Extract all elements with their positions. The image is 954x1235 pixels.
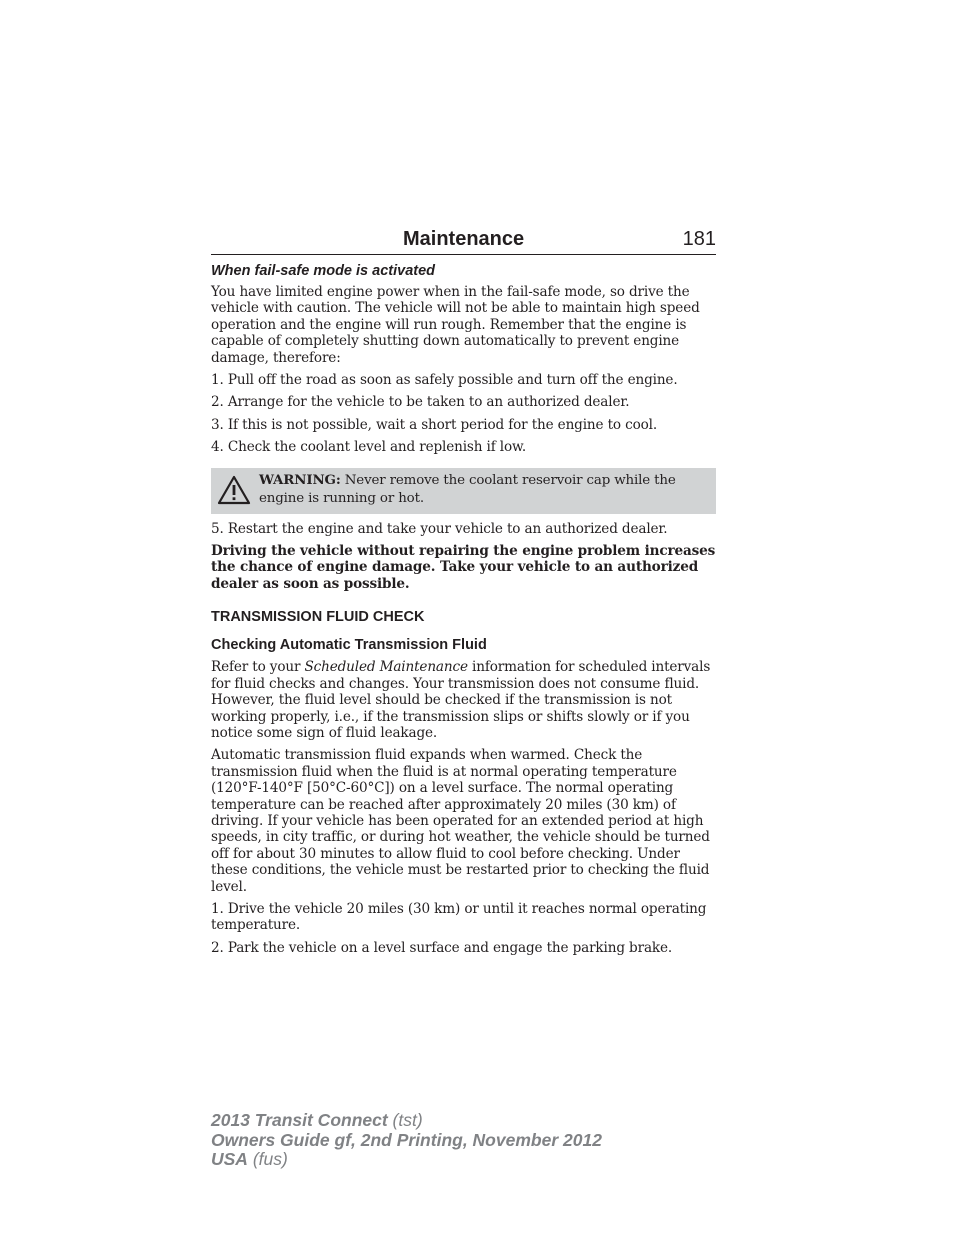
footer-line-1 — [211, 1111, 602, 1131]
transmission-heading: TRANSMISSION FLUID CHECK — [211, 609, 425, 626]
transmission-subheading: Checking Automatic Transmission Fluid — [211, 637, 487, 654]
failsafe-step-5: 5. Restart the engine and take your vehicle to an authorized dealer. — [211, 520, 668, 537]
scheduled-maintenance-ref: Scheduled Maintenance — [304, 659, 468, 676]
page-header — [211, 228, 716, 255]
para1-post: information for scheduled intervals for fluid checks and changes. Your transmission does not consume fluid. However, the fluid level should be checked if the transmission is not working properly, i.e., if the transmission slips or shifts slowly or if you notice some sign of fluid leakage. — [211, 659, 711, 741]
page-footer — [211, 1111, 602, 1170]
transmission-step-1: 1. Drive the vehicle 20 miles (30 km) or until it reaches normal operating temperature. — [211, 900, 707, 934]
failsafe-intro: You have limited engine power when in the fail-safe mode, so drive the vehicle with caution. The vehicle will not be able to maintain high speed operation and the engine will run rough. Remember that the engine is capable of completely shutting down automatically to prevent engine damage, therefore: — [211, 284, 700, 366]
footer-market: USA — [211, 1149, 248, 1169]
footer-line-3 — [211, 1150, 602, 1170]
failsafe-step-4: 4. Check the coolant level and replenish if low. — [211, 439, 527, 456]
manual-page — [211, 228, 716, 962]
failsafe-heading: When fail-safe mode is activated — [211, 263, 436, 279]
failsafe-step-2: 2. Arrange for the vehicle to be taken to an authorized dealer. — [211, 394, 630, 411]
page-number: 181 — [682, 228, 716, 250]
warning-body: Never remove the coolant reservoir cap while the engine is running or hot. — [259, 472, 676, 506]
engine-damage-note: Driving the vehicle without repairing the engine problem increases the chance of engine damage. Take your vehicle to an authorized dealer as soon as possible. — [211, 543, 716, 592]
warning-triangle-icon — [217, 475, 251, 505]
footer-edition: Owners Guide gf, 2nd Printing, November 2012 — [211, 1129, 602, 1150]
warning-text — [259, 471, 708, 508]
transmission-para-1 — [211, 659, 716, 741]
failsafe-step-3: 3. If this is not possible, wait a short period for the engine to cool. — [211, 416, 658, 433]
transmission-para-2: Automatic transmission fluid expands when warmed. Check the transmission fluid when the fluid is at normal operating temperature (120°F-140°F [50°C-60°C]) on a level surface. The normal operating temperature can be reached after approximately 20 miles (30 km) of driving. If your vehicle has been operated for an extended period at high speeds, in city traffic, or during hot weather, the vehicle should be turned off for about 30 minutes to allow fluid to cool before checking. Under these conditions, the vehicle must be restarted prior to checking the fluid level. — [211, 747, 710, 895]
warning-label: WARNING: — [259, 471, 341, 488]
footer-model: 2013 Transit Connect — [211, 1110, 388, 1130]
section-title: Maintenance — [403, 228, 525, 250]
footer-market-code: (fus) — [247, 1149, 288, 1169]
transmission-step-2: 2. Park the vehicle on a level surface and engage the parking brake. — [211, 939, 673, 956]
warning-box — [211, 468, 716, 514]
para1-pre: Refer to your — [211, 659, 305, 676]
footer-model-code: (tst) — [387, 1110, 423, 1130]
footer-line-2 — [211, 1131, 602, 1151]
failsafe-step-1: 1. Pull off the road as soon as safely possible and turn off the engine. — [211, 372, 678, 389]
